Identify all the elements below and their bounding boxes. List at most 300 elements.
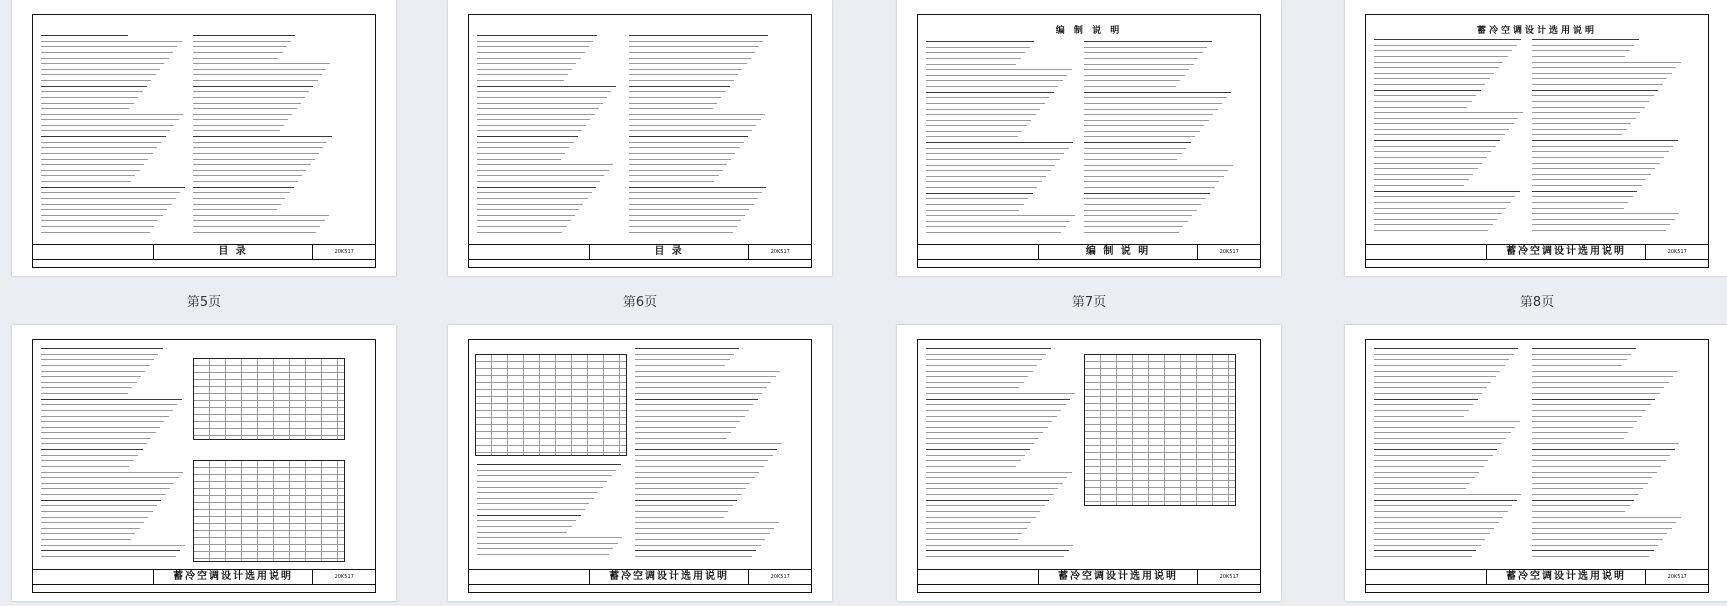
text-line	[477, 526, 572, 527]
text-line	[629, 108, 713, 109]
text-line	[1374, 213, 1502, 214]
text-line	[193, 97, 305, 98]
text-line	[477, 114, 595, 115]
text-line	[41, 348, 163, 349]
text-line	[635, 359, 730, 360]
text-line	[41, 91, 143, 92]
text-line	[41, 52, 173, 53]
text-line	[41, 545, 185, 546]
text-line	[193, 181, 298, 182]
drawing-frame	[32, 14, 376, 268]
text-line	[629, 164, 727, 165]
text-line	[1374, 505, 1512, 506]
text-line	[926, 500, 1049, 501]
text-line	[1374, 488, 1466, 489]
text-line	[1084, 52, 1203, 53]
text-line	[1532, 399, 1655, 400]
text-line	[1374, 151, 1491, 152]
text-line	[926, 193, 1033, 194]
text-line	[926, 404, 1066, 405]
text-line	[635, 533, 770, 534]
text-line	[1532, 365, 1622, 366]
page-label-5: 第5页	[186, 295, 222, 310]
text-line	[41, 371, 145, 372]
text-line	[926, 103, 1045, 104]
text-line	[926, 187, 1037, 188]
text-line	[1532, 528, 1672, 529]
page-thumbnail-8[interactable]	[1345, 0, 1727, 276]
text-line	[41, 80, 151, 81]
text-line	[41, 455, 138, 456]
text-line	[41, 130, 170, 131]
text-line	[41, 539, 131, 540]
text-line	[1374, 208, 1506, 209]
title-block-code: 20K517	[770, 574, 790, 580]
text-line	[477, 503, 589, 504]
text-line	[629, 46, 759, 47]
text-line	[1532, 505, 1630, 506]
title-block-code: 20K517	[1667, 574, 1687, 580]
text-line	[1532, 522, 1676, 523]
text-line	[1532, 404, 1651, 405]
text-line	[1532, 90, 1658, 91]
text-line	[635, 539, 765, 540]
text-line	[1532, 213, 1679, 214]
text-line	[1374, 421, 1520, 422]
title-block	[469, 569, 811, 592]
title-block-title: 蓄冷空调设计选用说明	[1486, 570, 1647, 584]
text-line	[1084, 86, 1176, 87]
text-line	[629, 74, 738, 75]
text-line	[635, 410, 749, 411]
text-line	[477, 215, 575, 216]
text-line	[193, 215, 329, 216]
text-line	[477, 470, 616, 471]
text-line	[926, 80, 1063, 81]
text-line	[635, 376, 776, 377]
text-line	[629, 63, 747, 64]
text-line	[41, 58, 169, 59]
text-line	[1374, 371, 1500, 372]
text-line	[1532, 556, 1649, 557]
text-line	[1374, 522, 1499, 523]
text-line	[1532, 354, 1631, 355]
text-line	[635, 494, 742, 495]
text-line	[926, 443, 1034, 444]
text-line	[629, 153, 735, 154]
text-line	[926, 69, 1072, 70]
text-line	[41, 147, 157, 148]
text-line	[635, 505, 733, 506]
text-line	[1374, 449, 1497, 450]
text-line	[1374, 477, 1475, 478]
text-line	[629, 58, 751, 59]
text-line	[629, 91, 726, 92]
text-line	[926, 483, 1063, 484]
text-line	[1374, 393, 1482, 394]
text-line	[41, 181, 131, 182]
text-line	[193, 69, 326, 70]
text-line	[926, 64, 1016, 65]
text-line	[193, 114, 292, 115]
text-line	[477, 537, 622, 538]
text-line	[1084, 80, 1180, 81]
text-line	[1374, 539, 1485, 540]
text-line	[1374, 376, 1496, 377]
text-line	[1084, 92, 1231, 93]
title-block-title: 蓄冷空调设计选用说明	[1038, 570, 1199, 584]
text-line	[1374, 95, 1476, 96]
text-line	[41, 159, 148, 160]
text-line	[41, 517, 148, 518]
title-block-code: 20K517	[770, 249, 790, 255]
text-line	[635, 399, 758, 400]
text-line	[477, 498, 594, 499]
text-line	[926, 170, 1051, 171]
text-line	[477, 187, 596, 188]
text-line	[1374, 107, 1467, 108]
text-line	[629, 52, 755, 53]
text-line	[1374, 219, 1497, 220]
text-line	[477, 63, 576, 64]
text-line	[1084, 97, 1227, 98]
text-line	[926, 449, 1030, 450]
text-line	[1532, 432, 1628, 433]
text-line	[926, 109, 1040, 110]
text-line	[1532, 488, 1643, 489]
text-line	[1084, 120, 1209, 121]
title-block	[469, 244, 811, 267]
text-line	[1084, 159, 1177, 160]
page-label-8: 第8页	[1519, 295, 1555, 310]
text-line	[629, 147, 740, 148]
text-line	[1532, 517, 1681, 518]
data-table	[193, 358, 345, 440]
text-line	[1374, 56, 1508, 57]
title-block-code: 20K517	[334, 574, 354, 580]
text-line	[1374, 146, 1496, 147]
text-line	[477, 543, 618, 544]
text-line	[629, 159, 731, 160]
text-line	[1532, 157, 1664, 158]
text-line	[635, 488, 746, 489]
text-line	[1532, 62, 1681, 63]
text-line	[1374, 129, 1509, 130]
text-line	[1532, 118, 1636, 119]
text-line	[1532, 45, 1634, 46]
text-line	[635, 421, 740, 422]
text-line	[926, 399, 1070, 400]
title-block	[918, 569, 1260, 592]
text-line	[193, 192, 290, 193]
text-line	[1374, 140, 1500, 141]
text-line	[193, 91, 309, 92]
text-line	[193, 58, 278, 59]
text-line	[1084, 176, 1224, 177]
text-line	[41, 153, 153, 154]
text-line	[477, 170, 609, 171]
text-line	[193, 46, 287, 47]
text-line	[1532, 163, 1660, 164]
text-line	[193, 108, 297, 109]
text-line	[635, 348, 739, 349]
text-line	[41, 69, 160, 70]
text-line	[926, 159, 1060, 160]
text-line	[41, 505, 157, 506]
text-line	[1374, 45, 1517, 46]
text-line	[629, 86, 730, 87]
title-block-code: 20K517	[334, 249, 354, 255]
text-line	[926, 153, 1064, 154]
text-line	[477, 91, 611, 92]
text-line	[193, 204, 281, 205]
text-line	[1084, 41, 1212, 42]
text-column-left	[477, 464, 625, 559]
text-line	[926, 556, 1064, 557]
toc-column-right	[629, 35, 769, 237]
text-line	[926, 354, 1046, 355]
text-line	[41, 215, 163, 216]
text-line	[1084, 148, 1186, 149]
text-line	[41, 63, 164, 64]
text-line	[41, 460, 134, 461]
text-line	[477, 46, 589, 47]
text-line	[41, 354, 158, 355]
page-thumbnail-10[interactable]	[448, 325, 832, 601]
text-line	[635, 455, 773, 456]
text-line	[926, 148, 1069, 149]
text-line	[193, 209, 277, 210]
text-line	[41, 399, 182, 400]
text-line	[193, 103, 301, 104]
text-line	[1374, 174, 1473, 175]
text-line	[1532, 376, 1673, 377]
text-line	[1084, 193, 1210, 194]
text-line	[477, 136, 578, 137]
text-line	[1374, 455, 1493, 456]
text-line	[193, 187, 294, 188]
text-line	[1532, 545, 1658, 546]
text-column-left	[926, 41, 1076, 238]
text-line	[1374, 230, 1488, 231]
text-line	[1532, 107, 1645, 108]
text-line	[1532, 39, 1639, 40]
text-line	[926, 97, 1049, 98]
text-line	[1084, 153, 1182, 154]
page-thumbnail-9[interactable]	[12, 325, 396, 601]
text-line	[41, 410, 173, 411]
text-line	[635, 427, 736, 428]
text-line	[926, 125, 1027, 126]
text-line	[1532, 185, 1642, 186]
text-line	[926, 41, 1034, 42]
text-line	[926, 75, 1067, 76]
text-line	[41, 416, 169, 417]
text-line	[926, 438, 1039, 439]
text-line	[926, 226, 1066, 227]
text-line	[635, 528, 774, 529]
text-line	[41, 175, 135, 176]
text-line	[41, 382, 137, 383]
text-column-right	[1532, 348, 1682, 562]
title-block	[918, 244, 1260, 267]
text-line	[193, 125, 284, 126]
text-column-left	[1374, 39, 1524, 236]
text-line	[193, 142, 327, 143]
text-line	[1532, 438, 1624, 439]
text-line	[1532, 427, 1633, 428]
text-line	[1532, 112, 1640, 113]
text-line	[629, 220, 741, 221]
text-line	[1374, 73, 1494, 74]
text-line	[1532, 151, 1669, 152]
drawing-frame	[32, 339, 376, 593]
text-line	[193, 86, 313, 87]
title-block-code: 20K517	[1219, 249, 1239, 255]
text-line	[477, 515, 581, 516]
text-line	[477, 80, 564, 81]
text-line	[1532, 230, 1666, 231]
text-line	[1532, 421, 1637, 422]
text-line	[477, 481, 607, 482]
text-line	[193, 170, 306, 171]
text-line	[477, 164, 613, 165]
text-line	[193, 159, 315, 160]
text-line	[926, 533, 1022, 534]
text-line	[477, 147, 569, 148]
text-line	[41, 550, 180, 551]
text-line	[926, 421, 1052, 422]
text-line	[926, 511, 1040, 512]
text-line	[1084, 125, 1204, 126]
text-line	[926, 92, 1054, 93]
text-line	[41, 432, 156, 433]
text-line	[41, 108, 129, 109]
text-line	[41, 556, 176, 557]
text-line	[41, 74, 156, 75]
text-line	[477, 175, 604, 176]
text-line	[477, 192, 592, 193]
page-thumbnail-12[interactable]	[1345, 325, 1727, 601]
text-line	[41, 365, 150, 366]
text-line	[1532, 208, 1624, 209]
text-line	[193, 147, 323, 148]
text-line	[635, 393, 762, 394]
text-line	[635, 365, 725, 366]
text-line	[1374, 533, 1490, 534]
text-line	[1374, 112, 1523, 113]
text-line	[1374, 460, 1488, 461]
text-line	[41, 232, 150, 233]
text-column-left	[41, 348, 186, 562]
text-line	[926, 210, 1019, 211]
text-line	[635, 556, 752, 557]
text-line	[477, 520, 576, 521]
text-line	[629, 192, 762, 193]
text-line	[1084, 215, 1192, 216]
text-line	[1374, 354, 1514, 355]
text-line	[635, 354, 734, 355]
text-line	[1374, 556, 1472, 557]
text-line	[1374, 348, 1518, 349]
text-line	[926, 221, 1070, 222]
text-column-left	[1374, 348, 1524, 562]
text-line	[193, 41, 291, 42]
page-thumbnail-5[interactable]	[12, 0, 396, 276]
page-thumbnail-6[interactable]	[448, 0, 832, 276]
text-line	[1374, 528, 1494, 529]
text-line	[41, 477, 179, 478]
text-line	[1532, 511, 1625, 512]
drawing-frame	[468, 339, 812, 593]
text-line	[1084, 142, 1191, 143]
text-line	[926, 550, 1069, 551]
text-line	[1532, 56, 1625, 57]
text-line	[635, 460, 768, 461]
text-line	[193, 130, 280, 131]
text-line	[926, 359, 1042, 360]
text-line	[193, 74, 322, 75]
data-table	[1084, 354, 1236, 506]
text-line	[477, 487, 603, 488]
text-line	[477, 69, 572, 70]
text-line	[926, 545, 1073, 546]
text-line	[1374, 359, 1509, 360]
text-line	[41, 522, 144, 523]
text-line	[1532, 67, 1676, 68]
text-line	[41, 103, 134, 104]
text-line	[635, 511, 728, 512]
text-line	[926, 455, 1025, 456]
text-line	[1374, 472, 1479, 473]
text-line	[1532, 382, 1669, 383]
text-line	[477, 226, 567, 227]
text-line	[41, 114, 183, 115]
text-line	[193, 35, 295, 36]
text-line	[193, 136, 332, 137]
text-line	[41, 528, 140, 529]
page-thumbnail-11[interactable]	[897, 325, 1281, 601]
page-thumbnail-7[interactable]	[897, 0, 1281, 276]
text-line	[1374, 382, 1491, 383]
text-line	[41, 170, 140, 171]
text-column-right	[635, 348, 783, 562]
text-line	[926, 142, 1073, 143]
text-line	[1374, 84, 1485, 85]
text-line	[193, 63, 330, 64]
text-line	[635, 483, 750, 484]
text-line	[1084, 47, 1207, 48]
text-line	[635, 550, 756, 551]
text-column-left	[926, 348, 1076, 562]
text-line	[193, 226, 320, 227]
text-line	[41, 421, 164, 422]
text-line	[926, 505, 1045, 506]
text-line	[635, 500, 737, 501]
text-line	[926, 376, 1028, 377]
drawing-frame	[468, 14, 812, 268]
title-block	[1366, 569, 1708, 592]
text-line	[41, 125, 174, 126]
text-line	[635, 382, 771, 383]
text-line	[477, 204, 583, 205]
text-line	[1532, 460, 1666, 461]
text-line	[1532, 472, 1657, 473]
text-line	[629, 130, 752, 131]
text-line	[477, 209, 579, 210]
text-line	[1374, 432, 1511, 433]
text-line	[41, 226, 154, 227]
